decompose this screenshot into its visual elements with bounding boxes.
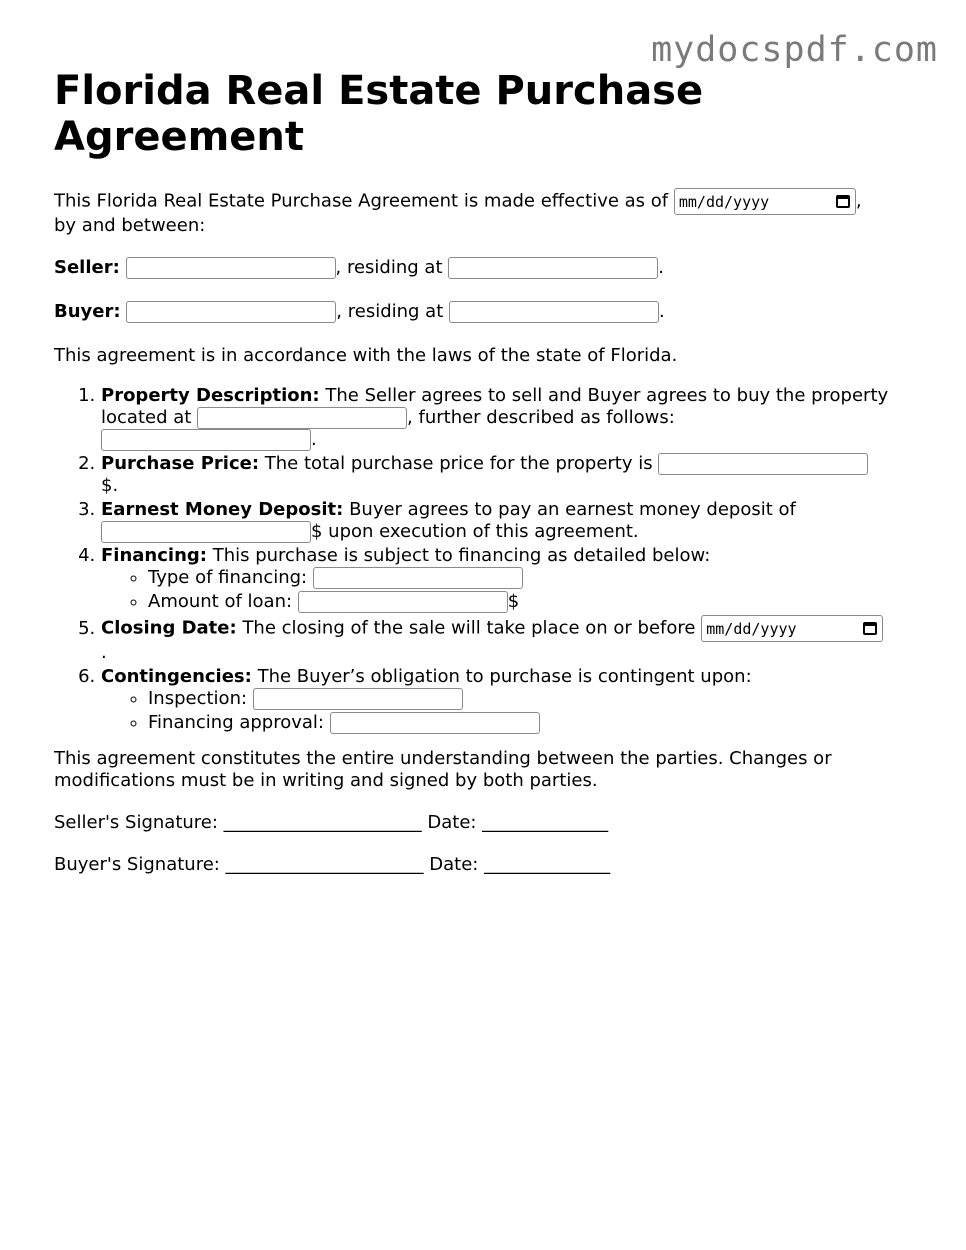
contingencies-sublist (101, 688, 914, 734)
inspection-item (148, 688, 914, 710)
property-description-input[interactable] (101, 429, 311, 451)
deposit-label: Earnest Money Deposit: (101, 499, 344, 520)
purchase-price-input[interactable] (658, 453, 868, 475)
seller-end: . (658, 257, 664, 278)
deposit-amount-input[interactable] (101, 521, 311, 543)
comma-text: , (855, 190, 862, 212)
property-location-input[interactable] (197, 407, 407, 429)
seller-name-input[interactable] (126, 257, 336, 279)
term-deposit (101, 499, 914, 543)
financing-sublist (101, 567, 914, 613)
loan-amount-input[interactable] (298, 591, 508, 613)
intro-line2: by and between: (54, 215, 206, 236)
deposit-end: $ upon execution of this agreement. (311, 521, 639, 542)
contingencies-label: Contingencies: (101, 666, 252, 687)
seller-address-input[interactable] (448, 257, 658, 279)
financing-label: Financing: (101, 545, 207, 566)
buyer-name-input[interactable] (126, 301, 336, 323)
seller-signature-line: Seller's Signature: ______________________ Date: ______________ (54, 812, 609, 833)
closing-end: . (101, 642, 107, 663)
closing-date-placeholder: mm/dd/yyyy (706, 619, 797, 638)
term-property (101, 385, 914, 451)
term-contingencies (101, 666, 914, 734)
price-label: Purchase Price: (101, 453, 260, 474)
buyer-label: Buyer: (54, 301, 121, 322)
price-text: The total purchase price for the property is (264, 453, 653, 474)
intro-paragraph (54, 188, 914, 237)
deposit-text: Buyer agrees to pay an earnest money deposit of (349, 499, 796, 520)
financing-approval-item (148, 712, 914, 734)
loan-amount-label: Amount of loan: (148, 591, 293, 612)
financing-text: This purchase is subject to financing as detailed below: (212, 545, 711, 566)
seller-label: Seller: (54, 257, 120, 278)
intro-text: This Florida Real Estate Purchase Agreement is made effective as of (54, 190, 669, 212)
property-text: The Seller agrees to sell and Buyer agrees to buy the property located at (101, 385, 889, 428)
term-price (101, 453, 914, 497)
closing-text: The closing of the sale will take place on or before (242, 617, 696, 639)
watermark: mydocspdf.com (651, 30, 938, 70)
seller-row (54, 257, 914, 279)
closing-date-input[interactable] (701, 615, 883, 642)
contingencies-text: The Buyer’s obligation to purchase is contingent upon: (257, 666, 752, 687)
loan-amount-item (148, 591, 914, 613)
financing-approval-input[interactable] (330, 712, 540, 734)
closing-label: Closing Date: (101, 617, 237, 639)
page-title: Florida Real Estate Purchase Agreement (54, 68, 704, 160)
closing-paragraph: This agreement constitutes the entire understanding between the parties. Changes or modifications must be in writing and signed by both parties. (54, 748, 832, 791)
term-closing (101, 615, 914, 664)
inspection-input[interactable] (253, 688, 463, 710)
inspection-label: Inspection: (148, 688, 248, 709)
loan-amount-end: $ (507, 591, 520, 612)
laws-paragraph: This agreement is in accordance with the laws of the state of Florida. (54, 345, 678, 366)
buyer-address-input[interactable] (449, 301, 659, 323)
term-financing (101, 545, 914, 613)
seller-residing-text: , residing at (335, 257, 443, 278)
buyer-row (54, 301, 914, 323)
agreement-document (54, 68, 914, 896)
buyer-residing-text: , residing at (336, 301, 444, 322)
financing-type-input[interactable] (313, 567, 523, 589)
calendar-icon[interactable] (836, 195, 850, 208)
property-label: Property Description: (101, 385, 320, 406)
financing-type-item (148, 567, 914, 589)
financing-approval-label: Financing approval: (148, 712, 324, 733)
price-end: $. (101, 475, 119, 496)
effective-date-placeholder: mm/dd/yyyy (678, 192, 770, 211)
buyer-signature-line: Buyer's Signature: ______________________ Date: ______________ (54, 854, 611, 875)
effective-date-input[interactable] (674, 188, 856, 215)
buyer-end: . (659, 301, 665, 322)
terms-list (54, 385, 914, 734)
property-text2: , further described as follows: (407, 407, 675, 428)
property-end: . (311, 429, 317, 450)
calendar-icon[interactable] (863, 622, 877, 635)
financing-type-label: Type of financing: (148, 567, 308, 588)
